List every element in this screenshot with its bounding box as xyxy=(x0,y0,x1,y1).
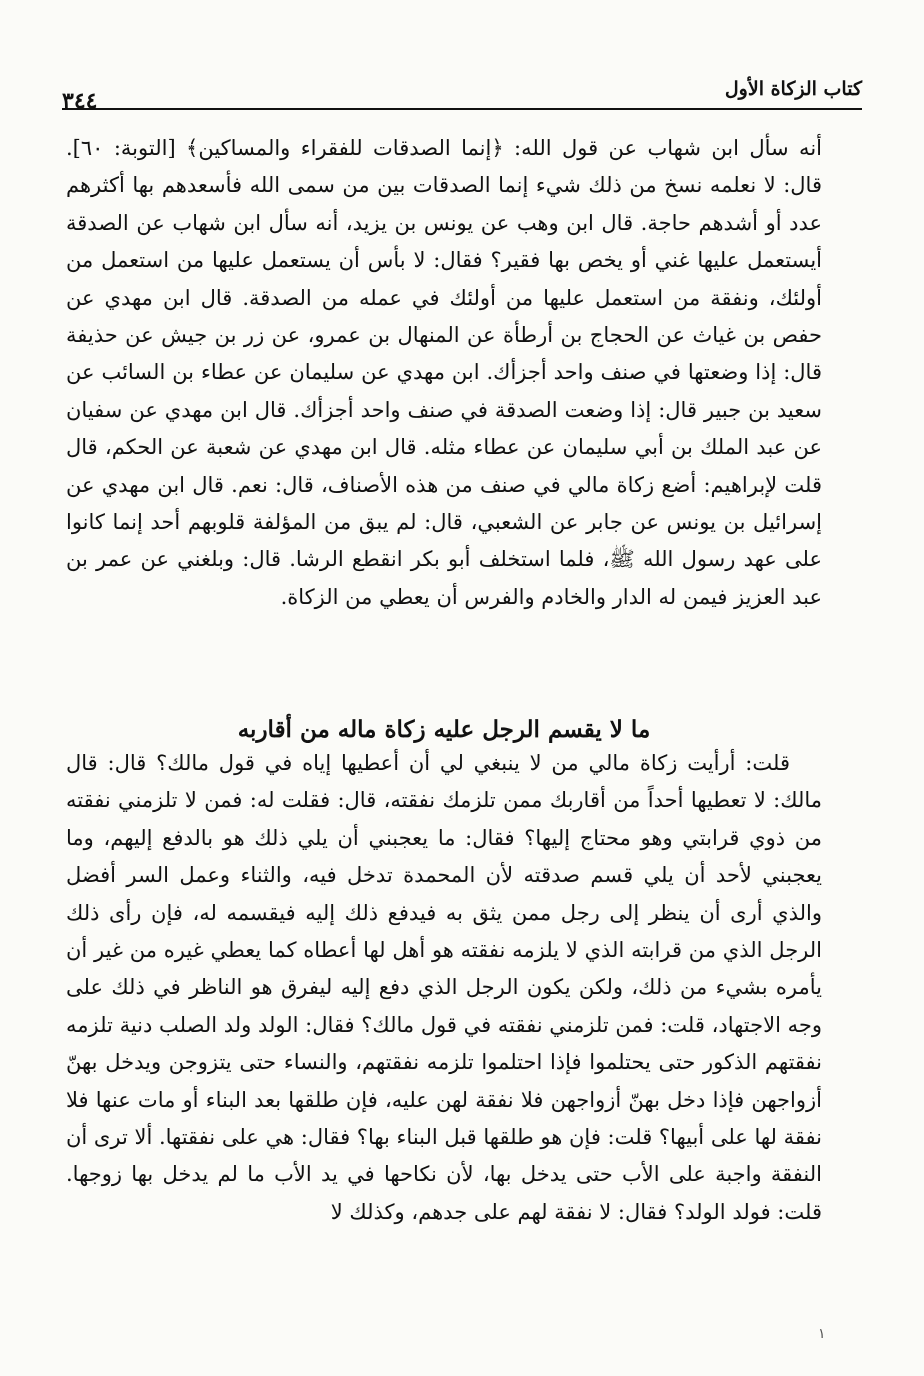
footer-mark: ١ xyxy=(818,1326,826,1342)
paragraph-text: قلت: أرأيت زكاة مالي من لا ينبغي لي أن أعطيها إياه في قول مالك؟ قال: قال مالك: لا تعطيها أحداً من أقاربك ممن تلزمك نفقته، قال: فقلت له: فمن لا تلزمني نفقته من ذوي قرابتي وهو محتاج إليها؟ فقال: ما يعجبني أن يلي ذلك هو بالدفع إليهم، وما يعجبني لأحد أن يلي قسم صدقته لأن المحمدة تدخل فيه، والثناء وعمل السر أفضل والذي أرى أن ينظر إلى رجل ممن يثق به فيدفع ذلك إليه فيقسمه له، فإن رأى ذلك الرجل الذي من قرابته الذي لا يلزمه نفقته هو أهل لها أعطاه كما يعطي غيره من غير أن يأمره بشيء من ذلك، ولكن يكون الرجل الذي دفع إليه ليفرق هو الناظر في ذلك على وجه الاجتهاد، قلت: فمن تلزمني نفقته في قول مالك؟ فقال: الولد ولد الصلب دنية تلزمه نفقتهم الذكور حتى يحتلموا فإذا احتلموا تلزمه نفقتهم، والنساء حتى يتزوجن ويدخل بهنّ أزواجهن فإذا دخل بهنّ أزواجهن فلا نفقة لهن عليه، فإن طلقها بعد البناء أو مات عنها فلا نفقة لها على أبيها؟ قلت: فإن هو طلقها قبل البناء بها؟ فقال: هي على نفقتها. ألا ترى أن النفقة واجبة على الأب حتى يدخل بها، لأن نكاحها في يد الأب ما لم يدخل بها زوجها. قلت: فولد الولد؟ فقال: لا نفقة لهم على جدهم، وكذلك لا xyxy=(66,751,822,1224)
running-title: كتاب الزكاة الأول xyxy=(724,78,862,100)
section-body xyxy=(66,745,822,1231)
section-heading: ما لا يقسم الرجل عليه زكاة ماله من أقاربه xyxy=(237,716,651,743)
paragraph-continuation xyxy=(66,130,822,616)
page-header xyxy=(62,68,862,114)
paragraph-text: أنه سأل ابن شهاب عن قول الله: ﴿إنما الصدقات للفقراء والمساكين﴾ [التوبة: ٦٠]. قال: لا نعلمه نسخ من ذلك شيء إنما الصدقات بين من سمى الله فأسعدهم بها أكثرهم عدد أو أشدهم حاجة. قال ابن وهب عن يونس بن يزيد، أنه سأل ابن شهاب عن الصدقة أيستعمل عليها غني أو يخص بها فقير؟ فقال: لا بأس أن يستعمل عليها من استعمل من أولئك، ونفقة من استعمل عليها من أولئك في عمله من الصدقة. قال ابن مهدي عن حفص بن غياث عن الحجاج بن أرطأة عن المنهال بن عمرو، عن زر بن جيش عن حذيفة قال: إذا وضعتها في صنف واحد أجزأك. ابن مهدي عن سليمان عن عطاء بن السائب عن سعيد بن جبير قال: إذا وضعت الصدقة في صنف واحد أجزأك. قال ابن مهدي عن سفيان عن عبد الملك بن أبي سليمان عن عطاء مثله. قال ابن مهدي عن شعبة عن الحكم، قال قلت لإبراهيم: أضع زكاة مالي في صنف من هذه الأصناف، قال: نعم. قال ابن مهدي عن إسرائيل بن يونس عن جابر عن الشعبي، قال: لم يبق من المؤلفة قلوبهم أحد إنما كانوا على عهد رسول الله ﷺ، فلما استخلف أبو بكر انقطع الرشا. قال: وبلغني عن عمر بن عبد العزيز فيمن له الدار والخادم والفرس أن يعطي من الزكاة. xyxy=(66,136,823,609)
page-number: ٣٤٤ xyxy=(62,88,98,114)
